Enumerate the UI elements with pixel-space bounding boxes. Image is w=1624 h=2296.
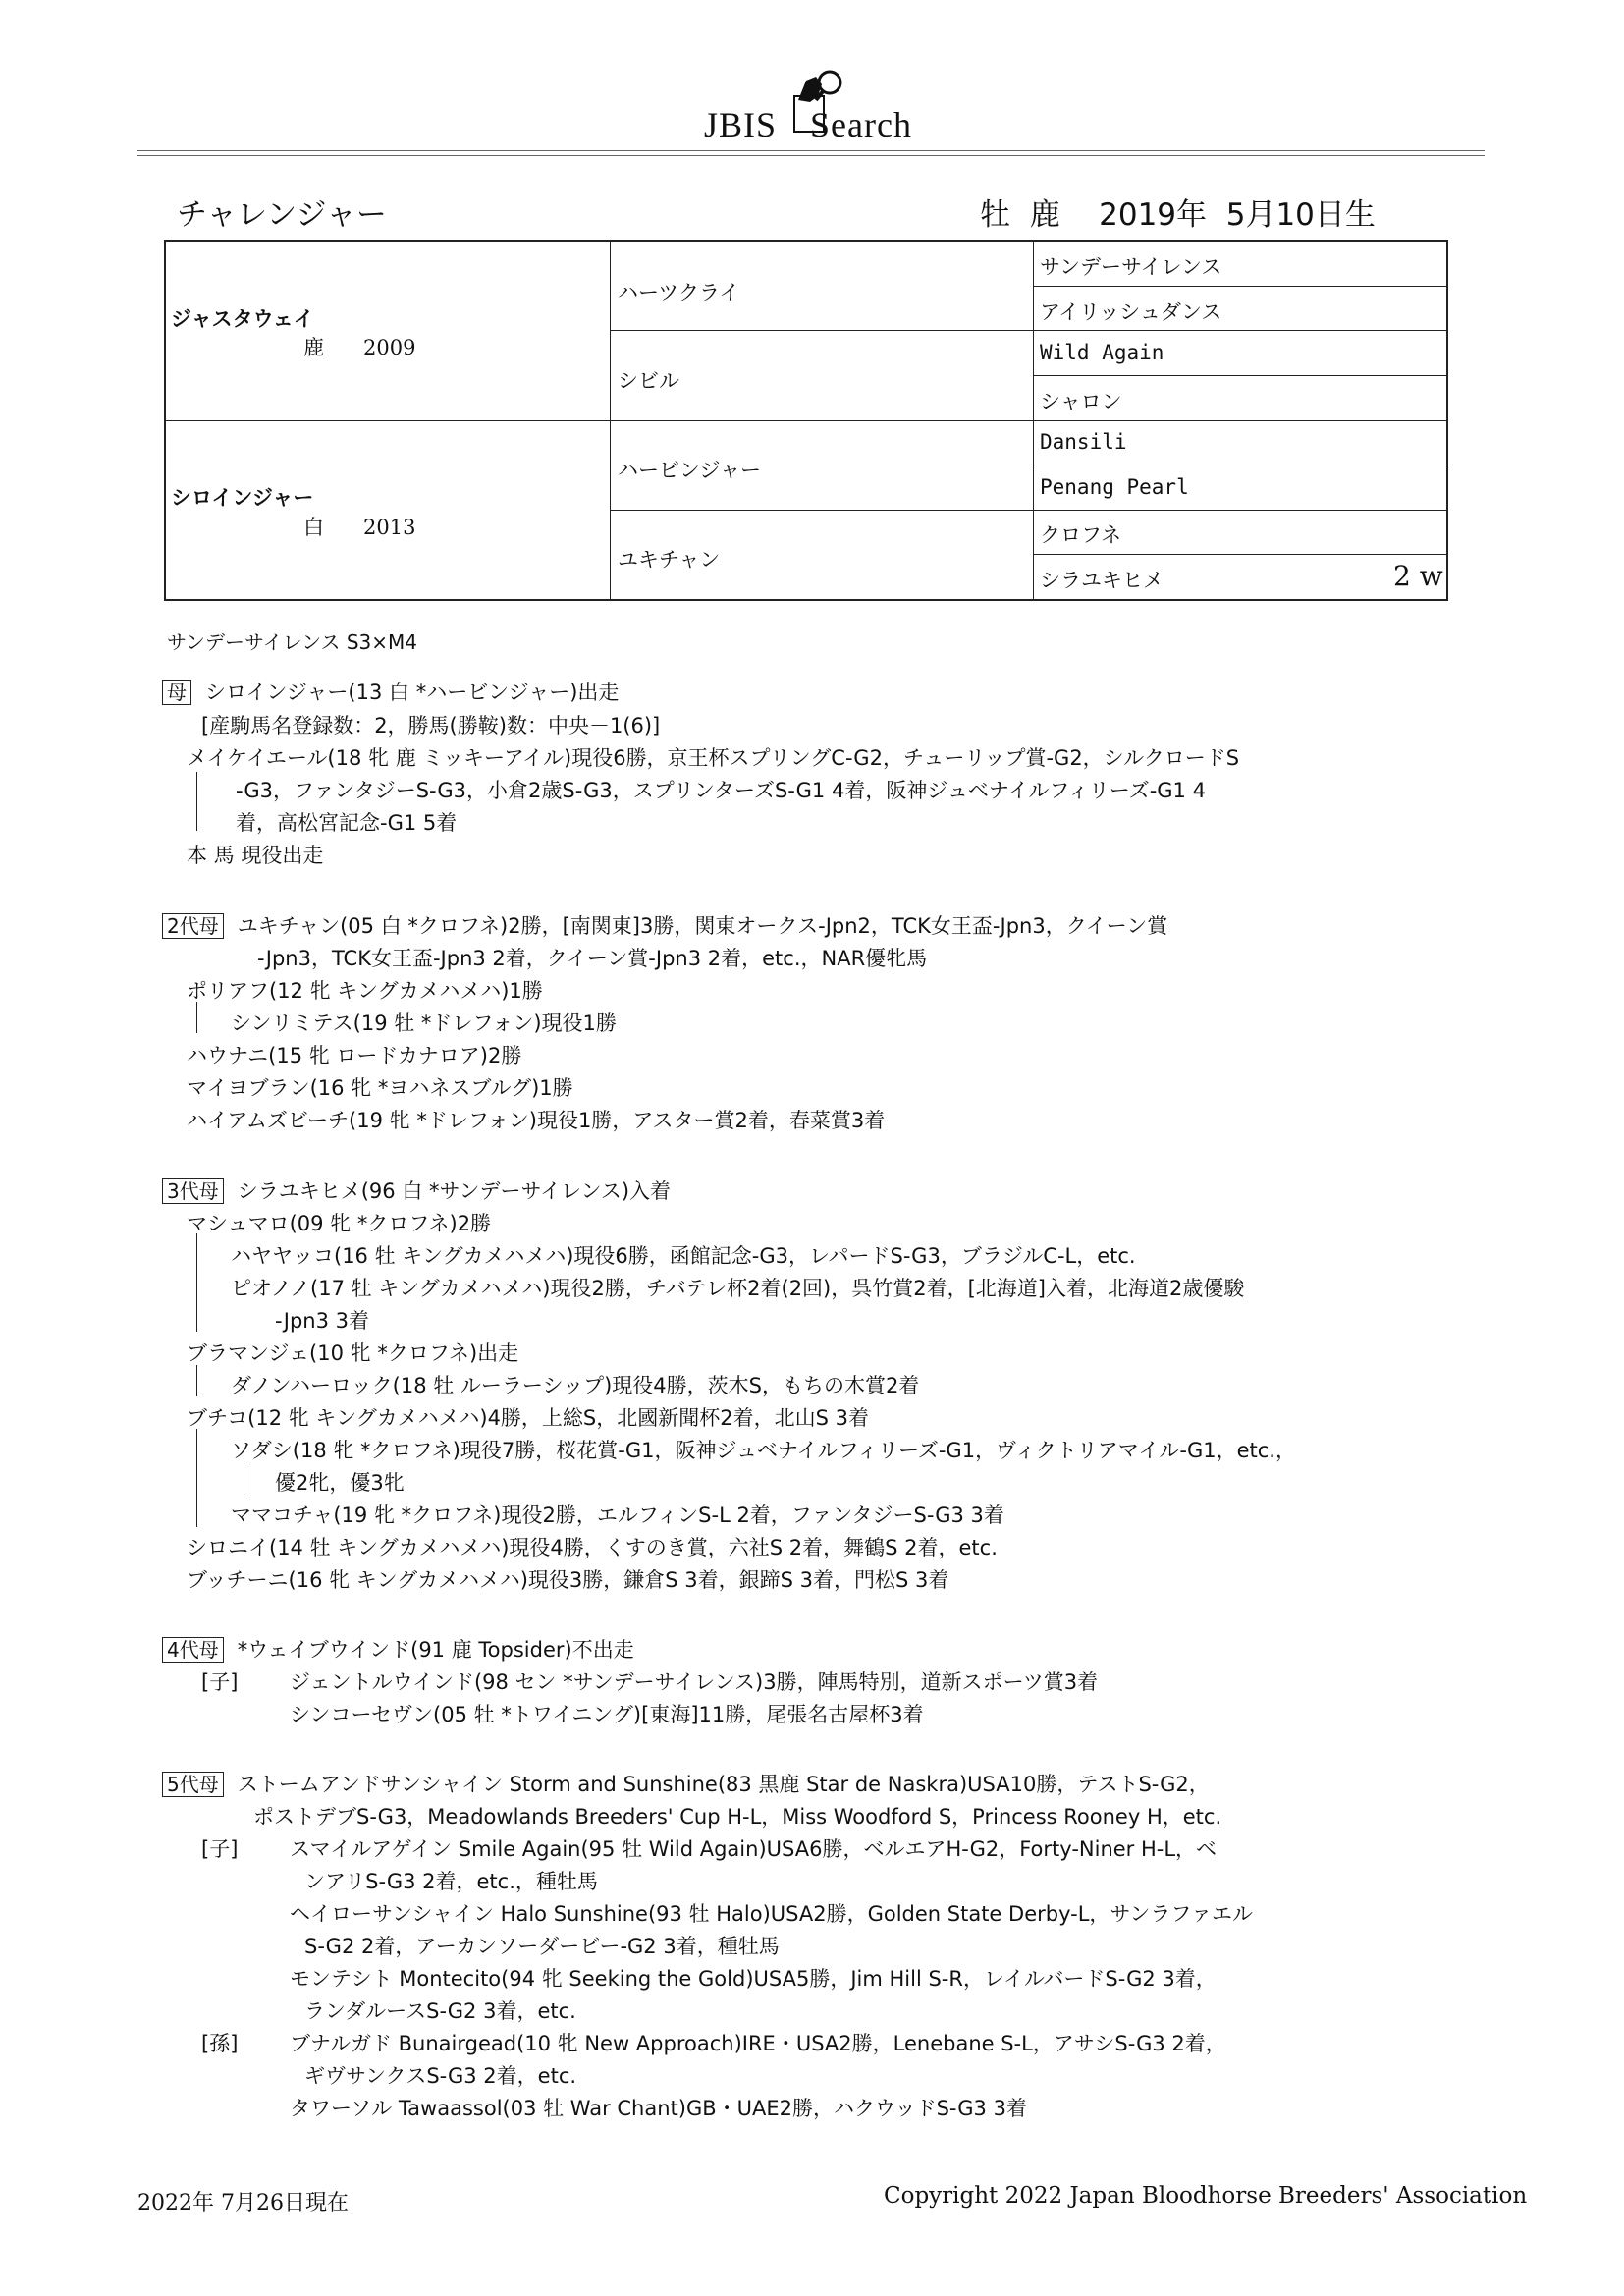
- gen2-line: マイヨブラン(16 牝 *ヨハネスブルグ)1勝: [187, 1076, 573, 1100]
- jbis-search-logo: [704, 67, 940, 145]
- gen4-line: シンコーセヴン(05 牡 *トワイニング)[東海]11勝，尾張名古屋杯3着: [290, 1703, 924, 1726]
- pedigree-divider: [1033, 286, 1448, 287]
- gen5-children-marker: [子]: [201, 1837, 239, 1861]
- horse-info: 牡 鹿 2019年 5月10日生: [980, 197, 1376, 233]
- pedigree-divider: [1033, 375, 1448, 376]
- sire-name: ジャスタウェイ: [171, 307, 314, 331]
- gen3-line: ブラマンジェ(10 牝 *クロフネ)出走: [187, 1341, 519, 1365]
- gen3-line: ハヤヤッコ(16 牡 キングカメハメハ)現役6勝，函館記念-G3，レパードS-G3，ブラジルC-L，etc.: [231, 1244, 1136, 1268]
- gen5-line: ブナルガド Bunairgead(10 牝 New Approach)IRE・USA2勝，Lenebane S-L，アサシS-G3 2着，: [290, 2032, 1226, 2055]
- gen5-line: ポストデブS-G3，Meadowlands Breeders' Cup H-L，Miss Woodford S，Princess Rooney H，etc.: [253, 1805, 1222, 1829]
- dam-line: シロインジャー(13 白 *ハービンジャー)出走: [205, 681, 620, 704]
- gen3-ancestor: Penang Pearl: [1040, 475, 1189, 499]
- dam-heading: [162, 677, 619, 706]
- gen2-sire-dam: シビル: [618, 369, 679, 393]
- gen5-line: ンアリS-G3 2着，etc.，種牡馬: [304, 1870, 598, 1893]
- family-number: 2 w: [1393, 560, 1443, 592]
- gen5-line: スマイルアゲイン Smile Again(95 牡 Wild Again)USA6勝，ベルエアH-G2，Forty-Niner H-L，ベ: [290, 1837, 1218, 1861]
- section-label-gen5: 5代母: [162, 1772, 224, 1797]
- section-label-gen3: 3代母: [162, 1178, 224, 1204]
- gen3-line: ダノンハーロック(18 牡 ルーラーシップ)現役4勝，茨木S，もちの木賞2着: [231, 1374, 920, 1397]
- header-rule-bottom: [137, 155, 1485, 156]
- section-label-dam: 母: [162, 680, 191, 705]
- gen5-grandchildren-marker: [孫]: [201, 2032, 239, 2055]
- gen4-heading: [162, 1634, 634, 1664]
- gen3-line: ブチコ(12 牝 キングカメハメハ)4勝，上総S，北國新聞杯2着，北山S 3着: [187, 1406, 869, 1430]
- gen3-ancestor: アイリッシュダンス: [1040, 301, 1222, 324]
- gen3-line: ママコチャ(19 牝 *クロフネ)現役2勝，エルフィンS-L 2着，ファンタジーS-G3 3着: [231, 1503, 1004, 1527]
- gen2-dam-dam: ユキチャン: [618, 548, 721, 572]
- gen3-ancestor: シャロン: [1040, 390, 1122, 413]
- gen4-line: *ウェイブウインド(91 鹿 Topsider)不出走: [237, 1638, 634, 1662]
- gen5-line: ランダルースS-G2 3着，etc.: [304, 1999, 576, 2023]
- gen2-heading: [162, 910, 1167, 940]
- gen3-heading: [162, 1175, 671, 1205]
- gen4-line: ジェントルウインド(98 セン *サンデーサイレンス)3勝，陣馬特別，道新スポーツ賞3着: [290, 1670, 1099, 1694]
- gen3-ancestor: Wild Again: [1040, 341, 1164, 364]
- gen3-ancestor: サンデーサイレンス: [1040, 255, 1222, 279]
- gen2-line: ハウナニ(15 牝 ロードカナロア)2勝: [187, 1044, 522, 1067]
- lineage-bar: [196, 1233, 197, 1332]
- gen5-line: S-G2 2着，アーカンソーダービー-G2 3着，種牡馬: [304, 1935, 780, 1958]
- section-label-gen2: 2代母: [162, 913, 224, 939]
- gen2-line: シンリミテス(19 牡 *ドレフォン)現役1勝: [231, 1011, 617, 1035]
- gen3-line: ピオノノ(17 牡 キングカメハメハ)現役2勝，チバテレ杯2着(2回)，呉竹賞2着，[北海道]入着，北海道2歳優駿: [231, 1277, 1245, 1300]
- gen5-line: ギヴサンクスS-G3 2着，etc.: [304, 2064, 577, 2088]
- gen5-line: モンテシト Montecito(94 牝 Seeking the Gold)USA5勝，Jim Hill S-R，レイルバードS-G2 3着，: [290, 1967, 1217, 1991]
- gen5-line: ストームアンドサンシャイン Storm and Sunshine(83 黒鹿 Star de Naskra)USA10勝，テストS-G2，: [237, 1773, 1210, 1796]
- header-rule-top: [137, 150, 1485, 151]
- gen3-line: -Jpn3 3着: [275, 1309, 369, 1333]
- logo-text-right: Search: [810, 105, 912, 144]
- gen2-dam-sire: ハービンジャー: [618, 459, 762, 482]
- inbreeding-note: サンデーサイレンス S3×M4: [167, 630, 418, 654]
- gen5-line: タワーソル Tawaassol(03 牡 War Chant)GB・UAE2勝，ハクウッドS-G3 3着: [290, 2097, 1027, 2120]
- gen3-line: シラユキヒメ(96 白 *サンデーサイレンス)入着: [237, 1179, 672, 1203]
- lineage-bar: [196, 772, 197, 831]
- gen3-line: シロニイ(14 牡 キングカメハメハ)現役4勝，くすのき賞，六社S 2着，舞鶴S 2着，etc.: [187, 1536, 998, 1559]
- gen4-children-marker: [子]: [201, 1670, 239, 1694]
- pedigree-table: [164, 240, 1448, 601]
- gen3-ancestor: シラユキヒメ: [1040, 569, 1164, 592]
- pedigree-divider: [1033, 554, 1448, 555]
- gen2-line: ポリアフ(12 牝 キングカメハメハ)1勝: [187, 979, 543, 1003]
- pedigree-divider: [166, 420, 1448, 421]
- gen5-line: ヘイローサンシャイン Halo Sunshine(93 牡 Halo)USA2勝，Golden State Derby-L，サンラファエル: [290, 1902, 1253, 1926]
- lineage-bar: [196, 1002, 197, 1033]
- gen3-ancestor: クロフネ: [1040, 523, 1122, 547]
- dam-progeny-line: -G3，ファンタジーS-G3，小倉2歳S-G3，スプリンターズS-G1 4着，阪神ジュベナイルフィリーズ-G1 4: [236, 779, 1206, 802]
- dam-registration: [産駒馬名登録数：2，勝馬(勝鞍)数：中央－1(6)]: [201, 714, 661, 738]
- dam-name: シロインジャー: [171, 486, 314, 510]
- gen3-ancestor: Dansili: [1040, 430, 1127, 454]
- gen3-line: 優2牝，優3牝: [275, 1471, 405, 1495]
- lineage-bar: [196, 1429, 197, 1527]
- gen3-line: マシュマロ(09 牝 *クロフネ)2勝: [187, 1212, 492, 1235]
- gen5-heading: [162, 1769, 1210, 1798]
- dam-progeny-line: メイケイエール(18 牝 鹿 ミッキーアイル)現役6勝，京王杯スプリングC-G2，チューリップ賞-G2，シルクロードS: [187, 746, 1240, 770]
- gen2-line: ハイアムズビーチ(19 牝 *ドレフォン)現役1勝，アスター賞2着，春菜賞3着: [187, 1109, 886, 1132]
- gen2-sire-sire: ハーツクライ: [618, 281, 740, 304]
- pedigree-divider: [610, 510, 1448, 511]
- horse-name: チャレンジャー: [177, 197, 387, 233]
- footer-date: 2022年 7月26日現在: [137, 2191, 349, 2215]
- dam-detail: 白 2013: [303, 516, 416, 539]
- logo-text-left: JBIS: [704, 105, 778, 144]
- pedigree-divider: [610, 330, 1448, 331]
- gen2-line: -Jpn3，TCK女王盃-Jpn3 2着，クイーン賞-Jpn3 2着，etc.，NAR優牝馬: [257, 947, 928, 970]
- dam-progeny-line: 着，高松宮記念-G1 5着: [236, 811, 458, 835]
- section-label-gen4: 4代母: [162, 1637, 224, 1663]
- dam-progeny-line: 本 馬 現役出走: [187, 844, 324, 867]
- lineage-bar: [196, 1365, 197, 1396]
- gen3-line: ソダシ(18 牝 *クロフネ)現役7勝，桜花賞-G1，阪神ジュベナイルフィリーズ-G1，ヴィクトリアマイル-G1，etc.，: [231, 1439, 1296, 1462]
- gen3-line: ブッチーニ(16 牝 キングカメハメハ)現役3勝，鎌倉S 3着，銀蹄S 3着，門松S 3着: [187, 1568, 949, 1592]
- sire-detail: 鹿 2009: [303, 336, 416, 359]
- footer-copyright: Copyright 2022 Japan Bloodhorse Breeders' Association: [884, 2183, 1528, 2209]
- gen2-line: ユキチャン(05 白 *クロフネ)2勝，[南関東]3勝，関東オークス-Jpn2，TCK女王盃-Jpn3，クイーン賞: [237, 914, 1168, 938]
